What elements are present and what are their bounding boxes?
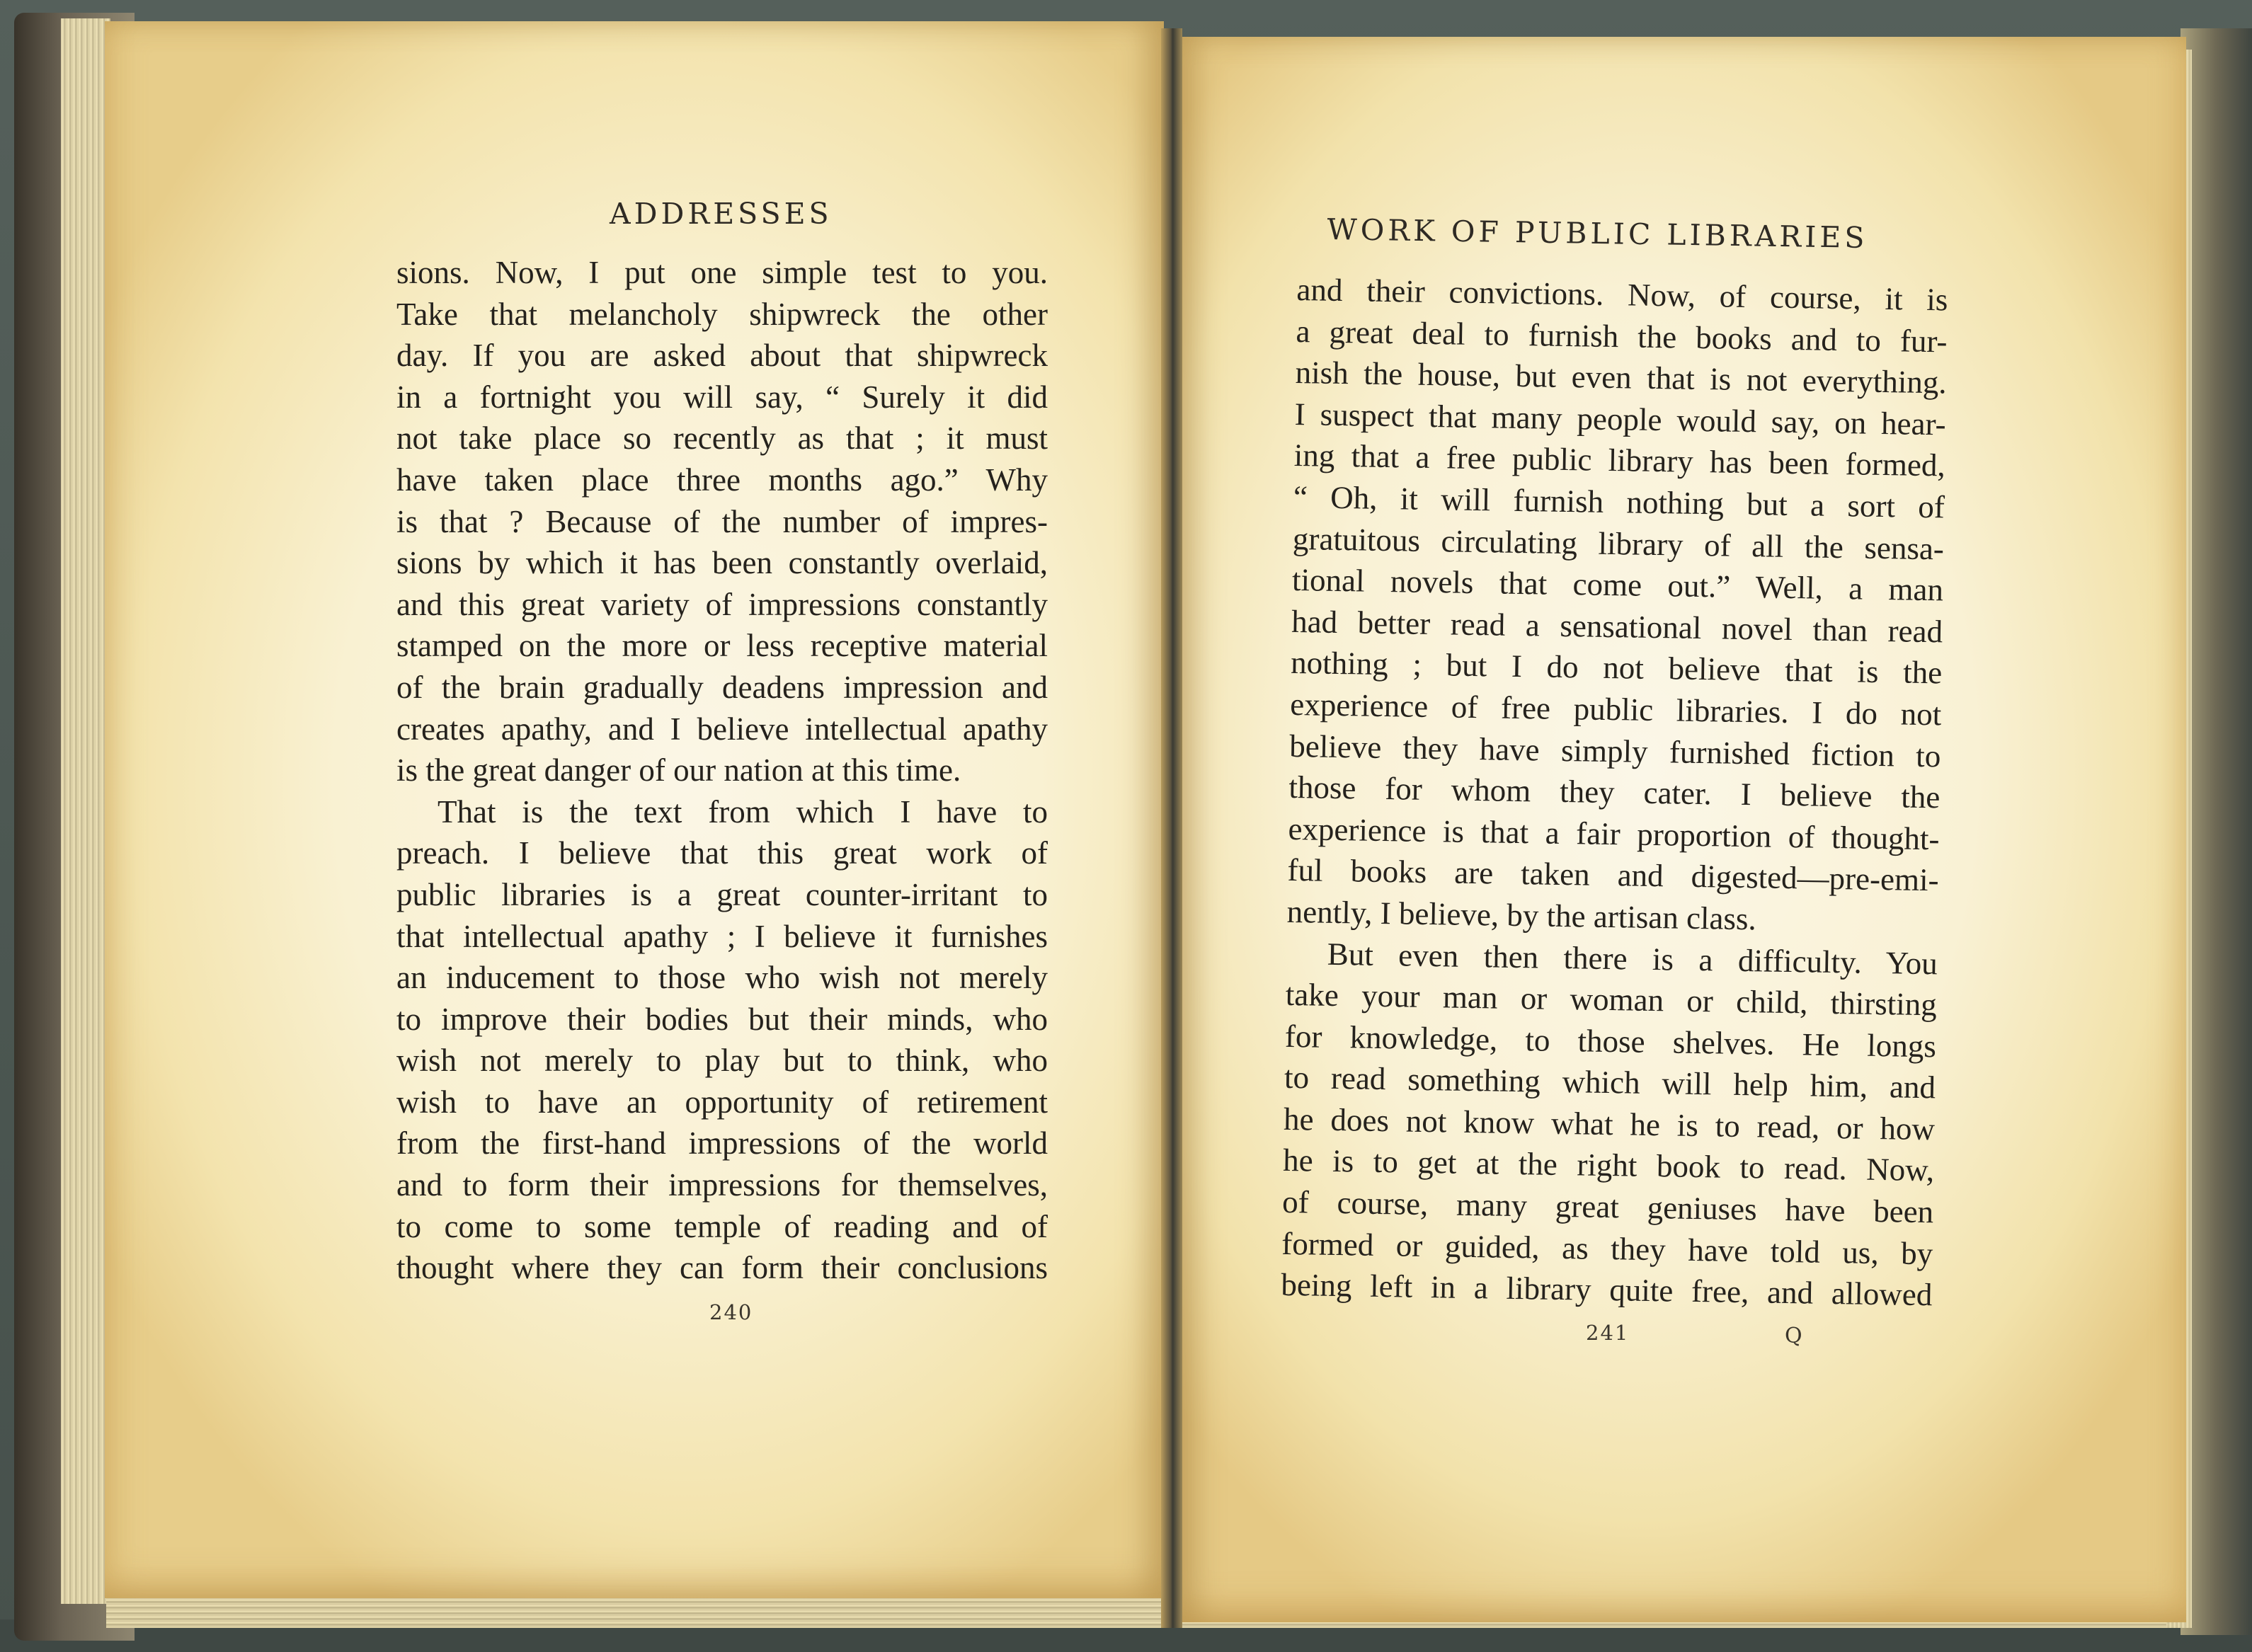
- text-line: take your man or woman or child, thirsting: [1285, 976, 1938, 1023]
- text-line: preach. I believe that this great work of: [396, 835, 1048, 871]
- right-page-number: 241: [1586, 1321, 1630, 1345]
- text-line: have taken place three months ago.” Why: [396, 461, 1048, 498]
- text-line: ful books are taken and digested—pre-emi-: [1287, 852, 1939, 898]
- text-line: to improve their bodies but their minds, who: [396, 1001, 1048, 1037]
- text-line: is that ? Because of the number of impres-: [396, 503, 1048, 539]
- text-line: creates apathy, and I believe intellectual apathy: [396, 711, 1048, 747]
- text-line: experience of free public libraries. I do not: [1289, 686, 1942, 733]
- text-line: of the brain gradually deadens impression and: [396, 669, 1048, 705]
- left-running-head: ADDRESSES: [610, 197, 833, 231]
- text-line: wish not merely to play but to think, who: [396, 1043, 1048, 1079]
- text-line: That is the text from which I have to: [438, 793, 1048, 830]
- text-line: for knowledge, to those shelves. He longs: [1284, 1018, 1937, 1065]
- text-line: and to form their impressions for themselves,: [396, 1167, 1048, 1203]
- left-page-body: [396, 252, 1048, 1289]
- text-line: to come to some temple of reading and of: [396, 1208, 1048, 1244]
- text-line: those for whom they cater. I believe the: [1288, 769, 1941, 815]
- text-line: I suspect that many people would say, on hear-: [1294, 396, 1947, 442]
- text-line: gratuitous circulating library of all the sensa-: [1292, 520, 1945, 566]
- text-line: tional novels that come out.” Well, a man: [1291, 562, 1944, 608]
- text-line: But even then there is a difficulty. You: [1327, 936, 1938, 981]
- text-line: had better read a sensational novel than read: [1291, 603, 1943, 650]
- text-line: is the great danger of our nation at this time.: [396, 752, 961, 788]
- text-line: a great deal to furnish the books and to fur-: [1296, 313, 1948, 360]
- text-line: experience is that a fair proportion of thought-: [1288, 810, 1940, 857]
- text-line: an inducement to those who wish not merely: [396, 960, 1048, 996]
- text-line: he is to get at the right book to read. Now,: [1282, 1142, 1935, 1188]
- text-line: wish to have an opportunity of retirement: [396, 1084, 1048, 1120]
- text-line: of course, many great geniuses have been: [1281, 1183, 1934, 1230]
- right-page-body: [1281, 269, 1948, 1316]
- page-edges-left: [61, 18, 110, 1604]
- text-line: believe they have simply furnished fiction to: [1289, 728, 1941, 774]
- text-line: he does not know what he is to read, or how: [1283, 1101, 1936, 1147]
- text-line: sions. Now, I put one simple test to you.: [396, 255, 1048, 290]
- text-line: to read something which will help him, and: [1284, 1060, 1936, 1106]
- right-running-head: WORK OF PUBLIC LIBRARIES: [1327, 212, 1868, 255]
- text-line: and this great variety of impressions constantly: [396, 586, 1048, 622]
- text-line: nish the house, but even that is not everything.: [1295, 355, 1947, 401]
- text-line: and their convictions. Now, of course, it is: [1296, 271, 1948, 318]
- text-line: from the first-hand impressions of the world: [396, 1125, 1048, 1161]
- left-page-number: 240: [709, 1300, 753, 1324]
- text-line: sions by which it has been constantly overlaid,: [396, 545, 1048, 581]
- text-line: Take that melancholy shipwreck the other: [396, 296, 1048, 332]
- text-line: day. If you are asked about that shipwreck: [396, 338, 1048, 374]
- text-line: nently, I believe, by the artisan class.: [1286, 893, 1757, 937]
- text-line: not take place so recently as that ; it must: [396, 420, 1048, 457]
- text-line: in a fortnight you will say, “ Surely it did: [396, 379, 1048, 415]
- text-line: public libraries is a great counter-irritant to: [396, 876, 1048, 912]
- text-line: formed or guided, as they have told us, by: [1281, 1225, 1933, 1271]
- text-line: nothing ; but I do not believe that is the: [1290, 645, 1943, 691]
- signature-mark: Q: [1785, 1324, 1802, 1348]
- text-line: thought where they can form their conclusions: [396, 1250, 1048, 1286]
- text-line: stamped on the more or less receptive material: [396, 628, 1048, 664]
- text-line: that intellectual apathy ; I believe it furnishes: [396, 918, 1048, 954]
- book-gutter: [1161, 28, 1182, 1628]
- text-line: ing that a free public library has been formed,: [1293, 437, 1946, 483]
- text-line: “ Oh, it will furnish nothing but a sort of: [1293, 478, 1945, 525]
- text-line: being left in a library quite free, and allowed: [1281, 1267, 1933, 1313]
